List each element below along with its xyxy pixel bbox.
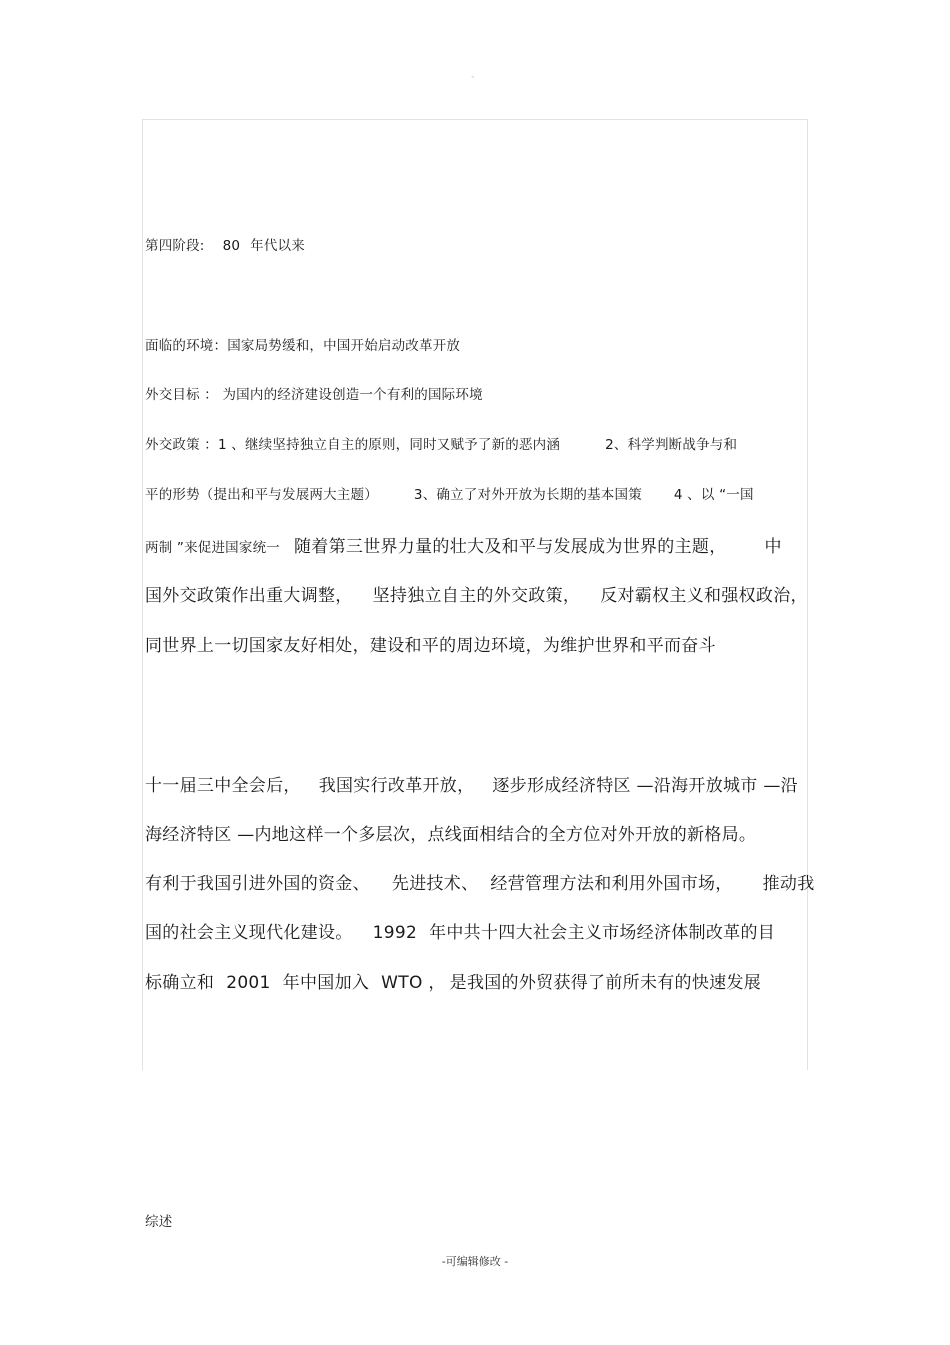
reform-text: 推动我 — [762, 874, 815, 894]
reform-text: 标确立和 — [145, 973, 215, 993]
policy-text: 中 — [764, 537, 782, 557]
reform-line-1 — [145, 771, 798, 796]
reform-line-2: 海经济特区 —内地这样一个多层次，点线面相结合的全方位对外开放的新格局。 — [145, 825, 757, 845]
reform-text: WTO ， — [381, 973, 446, 993]
reform-text: 十一届三中全会后， — [145, 776, 301, 796]
reform-text: 先进技术、 — [391, 874, 479, 894]
page-footer: -可编辑修改 - — [441, 1255, 509, 1268]
stage-number: 80 — [222, 238, 241, 254]
adjust-text: 国外交政策作出重大调整， — [145, 586, 353, 606]
reform-text: 经营管理方法和利用外国市场， — [490, 874, 733, 894]
adjust-line-1 — [145, 581, 808, 606]
reform-text: 国的社会主义现代化建设。 — [145, 923, 353, 943]
reform-text: 年中共十四大社会主义市场经济体制改革的目 — [429, 923, 776, 943]
policy-text: 外交政策 ：1 、继续坚持独立自主的原则，同时又赋予了新的恶内涵 — [145, 437, 561, 453]
header-mark: 。 — [471, 71, 479, 79]
reform-line-3 — [145, 869, 815, 894]
reform-line-5 — [145, 968, 761, 993]
policy-text: 平的形势（提出和平与发展两大主题） — [145, 487, 378, 503]
policy-text: 3、确立了对外开放为长期的基本国策 — [413, 487, 642, 503]
summary-heading: 综述 — [145, 1214, 173, 1230]
stage-heading — [145, 234, 305, 254]
environment-line: 面临的环境：国家局势缓和，中国开始启动改革开放 — [145, 338, 461, 354]
policy-text: 两制 ”来促进国家统一 — [145, 540, 280, 556]
reform-text: 有利于我国引进外国的资金、 — [145, 874, 370, 894]
adjust-text: 反对霸权主义和强权政治， — [600, 586, 808, 606]
reform-text: 年中国加入 — [282, 973, 370, 993]
policy-text: 2、科学判断战争与和 — [605, 437, 738, 453]
policy-line-1 — [145, 433, 737, 453]
adjust-line-2: 同世界上一切国家友好相处，建设和平的周边环境，为维护世界和平而奋斗 — [145, 636, 716, 656]
policy-line-3 — [145, 532, 782, 557]
policy-text: 随着第三世界力量的壮大及和平与发展成为世界的主题， — [294, 537, 727, 557]
reform-year: 1992 — [372, 923, 418, 943]
goal-line: 外交目标 ： 为国内的经济建设创造一个有利的国际环境 — [145, 387, 483, 403]
stage-label: 第四阶段: — [145, 238, 205, 254]
reform-text: 是我国的外贸获得了前所未有的快速发展 — [449, 973, 762, 993]
reform-text: 逐步形成经济特区 —沿海开放城市 —沿 — [492, 776, 798, 796]
policy-text: 4 、以 “一国 — [673, 487, 754, 503]
reform-year: 2001 — [226, 973, 271, 993]
policy-line-2 — [145, 483, 754, 503]
reform-line-4 — [145, 918, 775, 943]
stage-rest: 年代以来 — [250, 238, 305, 254]
adjust-text: 坚持独立自主的外交政策， — [372, 586, 581, 606]
reform-text: 我国实行改革开放， — [318, 776, 475, 796]
